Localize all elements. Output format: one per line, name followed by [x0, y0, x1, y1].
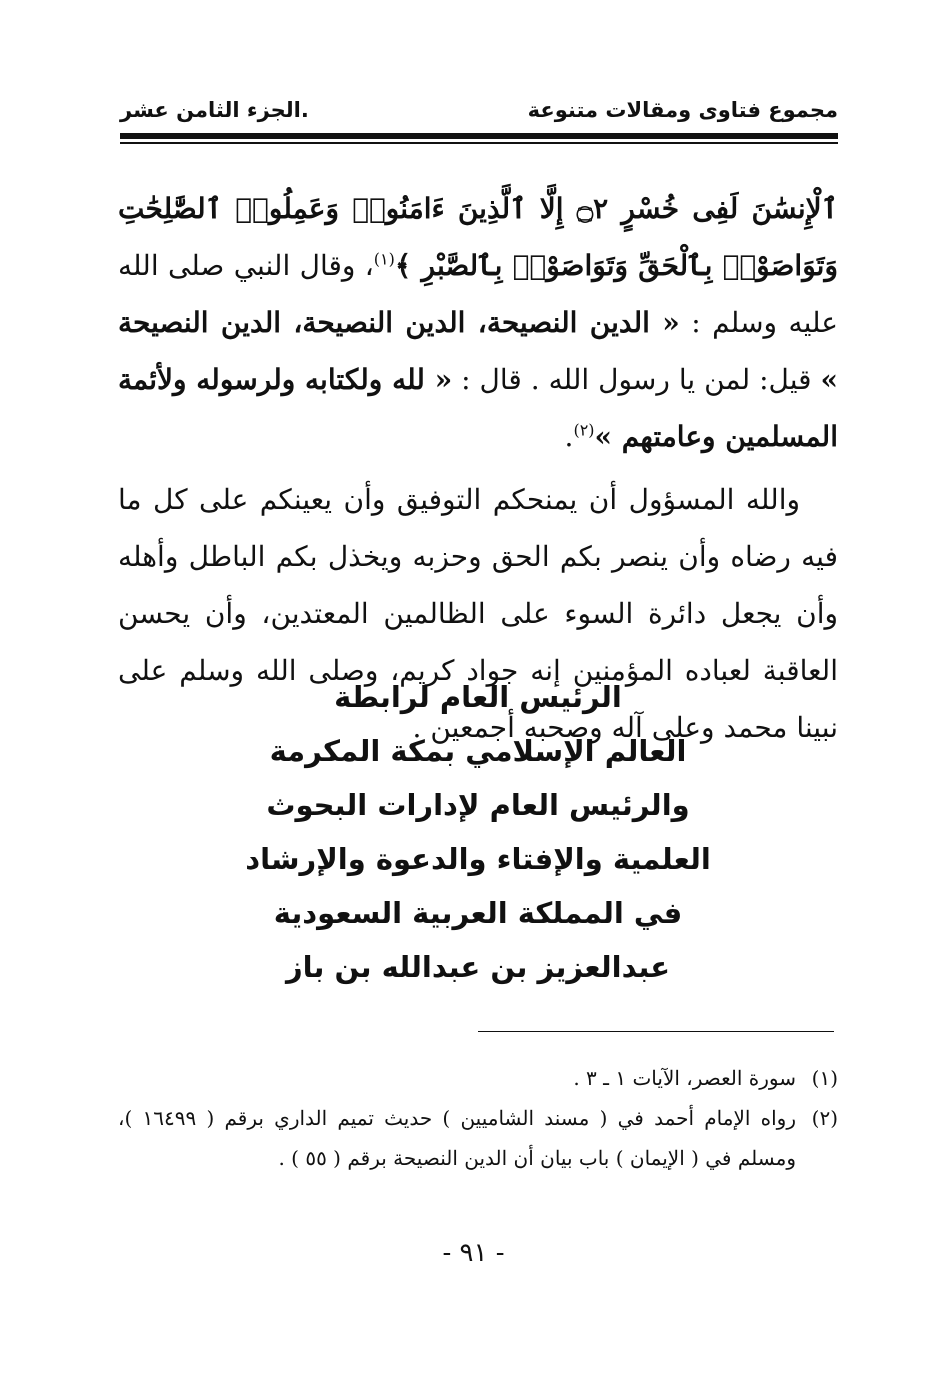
- hadith-text: « الدين النصيحة، الدين النصيحة، الدين النصيحة »: [118, 306, 839, 396]
- footnotes: [118, 1058, 838, 1178]
- hadith-intro: ، وقال النبي صلى الله عليه وسلم :: [118, 249, 838, 339]
- paragraph-1: [118, 180, 838, 465]
- footnote-item: [118, 1098, 838, 1178]
- footnote-text: رواه الإمام أحمد في ( مسند الشاميين ) حديث تميم الداري برقم ( ١٦٤٩٩ )، ومسلم في ( الإيمان ) باب بيان أن الدين النصيحة برقم ( ٥٥ ) .: [118, 1106, 797, 1170]
- volume-label: .الجزء الثامن عشر: [120, 98, 309, 122]
- running-header: [120, 96, 838, 128]
- header-rule-thin: [120, 142, 838, 144]
- signature-line: العلمية والإفتاء والدعوة والإرشاد: [245, 842, 711, 876]
- signature-line: العالم الإسلامي بمكة المكرمة: [269, 734, 687, 768]
- footnote-separator: [478, 1031, 834, 1032]
- signature-line: الرئيس العام لرابطة: [334, 680, 622, 714]
- paragraph-2: والله المسؤول أن يمنحكم التوفيق وأن يعينكم على كل ما فيه رضاه وأن ينصر بكم الحق وحزبه ويخذل بكم الباطل وأهله وأن يجعل دائرة السوء على الظالمين المعتدين، وأن يحسن العاقبة لعباده المؤمنين إنه جواد كريم، وصلى الله وسلم على نبينا محمد وعلى آله وصحبه أجمعين .: [118, 483, 838, 744]
- footnote-ref-1: (١): [373, 249, 395, 269]
- footnote-number: (١): [811, 1066, 838, 1090]
- signature-block: [118, 670, 838, 994]
- footnote-number: (٢): [811, 1106, 838, 1130]
- signature-name: عبدالعزيز بن عبدالله بن باز: [285, 950, 671, 984]
- footnote-ref-2: (٢): [573, 420, 595, 440]
- page-number: - ٩١ -: [442, 1238, 505, 1268]
- book-title: مجموع فتاوى ومقالات متنوعة: [527, 98, 838, 122]
- footnote-text: سورة العصر، الآيات ١ ـ ٣ .: [573, 1066, 796, 1090]
- signature-line: في المملكة العربية السعودية: [273, 896, 683, 930]
- question-text: قيل: لمن يا رسول الله . قال :: [461, 363, 812, 396]
- quran-verse: ٱلْإِنسَٰنَ لَفِى خُسْرٍ ۝٢ إِلَّا ٱلَّذِينَ ءَامَنُوا۟ وَعَمِلُوا۟ ٱلصَّٰلِحَٰتِ وَتَوَاصَوْا۟ بِٱلْحَقِّ وَتَوَاصَوْا۟ بِٱلصَّبْرِ ﴾: [118, 192, 838, 282]
- header-rule-thick: [120, 133, 838, 139]
- answer-text: « لله ولكتابه ولرسوله ولأئمة المسلمين وعامتهم »: [118, 363, 838, 453]
- signature-line: والرئيس العام لإدارات البحوث: [266, 788, 690, 822]
- end-dot: .: [564, 420, 574, 453]
- footnote-item: [118, 1058, 838, 1098]
